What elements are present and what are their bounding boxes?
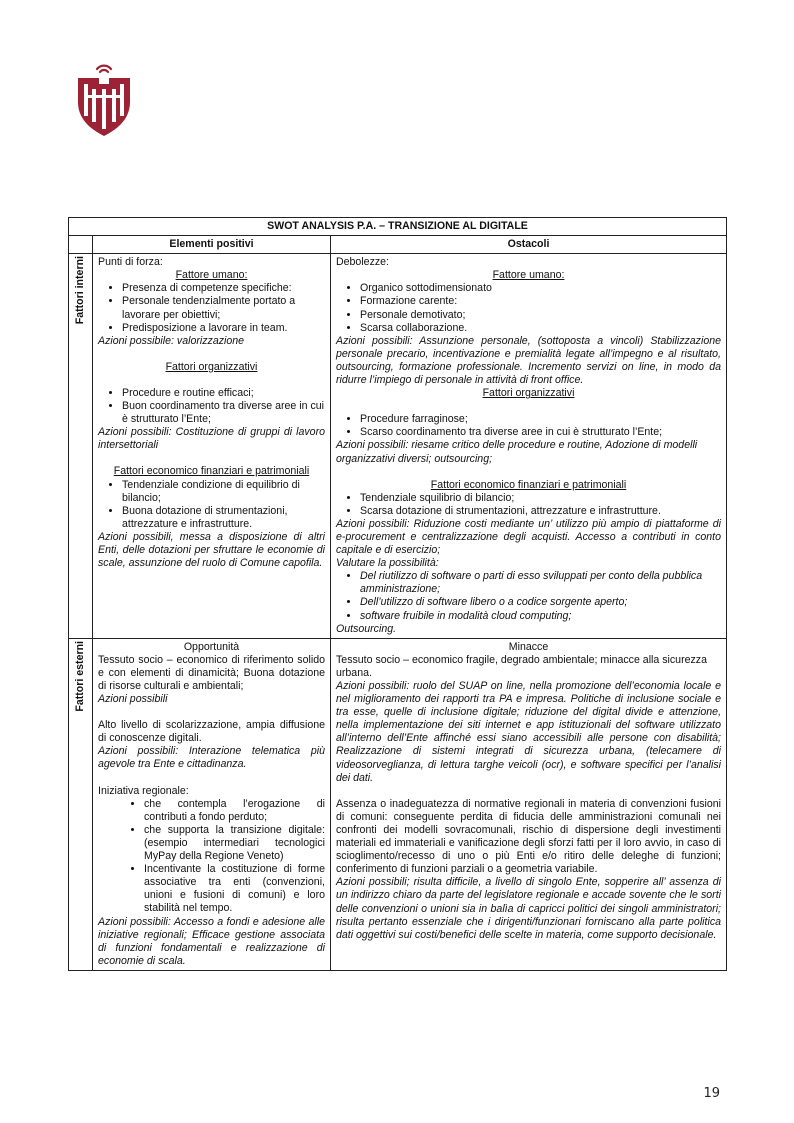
threats-cell: Minacce Tessuto socio – economico fragile, degrado ambientale; minacce alla sicurezza urbana. Azioni possibili: ruolo del SUAP on line, nella promozione dell’economia locale e nel miglioramento dei rapporti tra PA e impresa. Politiche di inclusione sociale e tra esse, quelle di inclusione digitale; riduzione del digital divide e attenzione, nella implementazione dei siti internet e app istituzionali del software utilizzato all’interno dell’Ente affinché essi siano accessibili alle persone con disabilità; Realizzazione di sistemi integrati di sicurezza urbana, (telecamere di videosorveglianza, di lettura targhe veicoli (ocr), e software specifici per l’analisi dei dati. Assenza o inadeguatezza di normative regionali in materia di convenzioni fusioni di comuni: conseguente perdita di fiducia delle amministrazioni comunali nei confronti dei modelli sovracomunali, rischio di dispersione degli investimenti materiali ed immateriali e vanificazione degli sforzi fatti per il loro avvio, in caso di scioglimento/recesso di uno o più Enti e/o ritiro delle deleghe di funzioni; conferimento di funzioni parziali o a geometria variabile. Azioni possibili; risulta difficile, a livello di singolo Ente, sopperire all’ assenza di un indirizzo chiaro da parte del legislatore regionale e accade sovente che le sorti delle convenzioni o unioni sia in balìa di capricci politici dei singoli amministratori; risulta pertanto essenziale che i dirigenti/funzionari forniscano alla parte politica dati oggettivi sui costi/benefici delle scelte in materia, come supporto decisionale.: [331, 638, 727, 970]
list-item: • Presenza di competenze specifiche:: [122, 282, 325, 295]
list-item: • che supporta la transizione digitale: (esempio intermediari tecnologici MyPay della Regione Veneto): [144, 824, 325, 863]
list-item: • Scarsa collaborazione.: [360, 322, 721, 335]
list-item: • Tendenziale squilibrio di bilancio;: [360, 492, 721, 505]
swot-table: [68, 217, 727, 971]
corner-cell: [69, 236, 93, 254]
opportunities-cell: Opportunità Tessuto socio – economico di riferimento solido e con elementi di dinamicità; Buona dotazione di risorse culturali e ambientali; Azioni possibili Alto livello di scolarizzazione, ampia diffusione di conoscenze digitali. Azioni possibili: Interazione telematica più agevole tra Ente e cittadinanza. Iniziativa regionale: • che contempla l’erogazione di contributi a fondo perduto; • che supporta la transizione digitale: (esempio intermediari tecnologici MyPay della Regione Veneto) • Incentivante la costituzione di forme associative tra enti (convenzioni, unioni e fusioni di comuni) e loro stabilità nel tempo. Azioni possibili: Accesso a fondi e adesione alle iniziative regionali; Efficace gestione associata di funzioni fondamentali e realizzazione di economie di scala.: [93, 638, 331, 970]
strengths-cell: Punti di forza: Fattore umano: • Presenza di competenze specifiche: • Personale tendenzialmente portato a lavorare per obiettivi; • Predisposizione a lavorare in team. Azioni possibile: valorizzazione Fattori organizzativi • Procedure e routine efficaci; • Buon coordinamento tra diverse aree in cui è strutturato l’Ente; Azioni possibili: Costituzione di gruppi di lavoro intersettoriali Fattori economico finanziari e patrimoniali • Tendenziale condizione di equilibrio di bilancio; • Buona dotazione di strumentazioni, attrezzature e infrastrutture. Azioni possibili, messa a disposizione di altri Enti, delle dotazioni per sfruttare le economie di scale, assunzione del ruolo di Comune capofila.: [93, 254, 331, 639]
col-header-positive: Elementi positivi: [93, 236, 331, 254]
table-title: SWOT ANALYSIS P.A. – TRANSIZIONE AL DIGITALE: [69, 218, 727, 236]
list-item: • Predisposizione a lavorare in team.: [122, 322, 325, 335]
municipal-crest-icon: [72, 60, 136, 138]
list-item: • Personale demotivato;: [360, 309, 721, 322]
list-item: • Formazione carente:: [360, 295, 721, 308]
list-item: • Organico sottodimensionato: [360, 282, 721, 295]
list-item: • Scarso coordinamento tra diverse aree in cui è strutturato l’Ente;: [360, 426, 721, 439]
list-item: • che contempla l’erogazione di contributi a fondo perduto;: [144, 798, 325, 824]
row-label-internal: Fattori interni: [69, 254, 93, 639]
list-item: • Scarsa dotazione di strumentazioni, attrezzature e infrastrutture.: [360, 505, 721, 518]
list-item: • Buona dotazione di strumentazioni, attrezzature e infrastrutture.: [122, 505, 325, 531]
list-item: • Buon coordinamento tra diverse aree in cui è strutturato l’Ente;: [122, 400, 325, 426]
weaknesses-cell: Debolezze: Fattore umano: • Organico sottodimensionato • Formazione carente: • Personale demotivato; • Scarsa collaborazione. Azioni possibili: Assunzione personale, (sottoposta a vincoli) Stabilizzazione personale precario, incentivazione e premialità legate all’impegno e al risultato, outsourcing, formazione professionale. Incremento servizi on line, in modo da ridurre l’impiego di personale in attività di front office. Fattori organizzativi • Procedure farraginose; • Scarso coordinamento tra diverse aree in cui è strutturato l’Ente; Azioni possibili: riesame critico delle procedure e routine, Adozione di modelli organizzativi diversi; outsourcing; Fattori economico finanziari e patrimoniali • Tendenziale squilibrio di bilancio; • Scarsa dotazione di strumentazioni, attrezzature e infrastrutture. Azioni possibili: Riduzione costi mediante un’ utilizzo più ampio di piattaforme di e-procurement e centralizzazione degli acquisti. Accesso a contributi in conto capitale e di esercizio; Valutare la possibilità: • Del riutilizzo di software o parti di esso sviluppati per conto della pubblica amministrazione; • Dell’utilizzo di software libero o a codice sorgente aperto; • software fruibile in modalità cloud computing; Outsourcing.: [331, 254, 727, 639]
list-item: • Incentivante la costituzione di forme associative tra enti (convenzioni, unioni e fusioni di comuni) e loro stabilità nel tempo.: [144, 863, 325, 915]
page-number: 19: [703, 1086, 720, 1101]
col-header-negative: Ostacoli: [331, 236, 727, 254]
row-label-external: Fattori esterni: [69, 638, 93, 970]
list-item: • Tendenziale condizione di equilibrio di bilancio;: [122, 479, 325, 505]
list-item: • Dell’utilizzo di software libero o a codice sorgente aperto;: [360, 596, 721, 609]
list-item: • Personale tendenzialmente portato a lavorare per obiettivi;: [122, 295, 325, 321]
list-item: • software fruibile in modalità cloud computing;: [360, 610, 721, 623]
list-item: • Procedure farraginose;: [360, 413, 721, 426]
list-item: • Del riutilizzo di software o parti di esso sviluppati per conto della pubblica amministrazione;: [360, 570, 721, 596]
list-item: • Procedure e routine efficaci;: [122, 387, 325, 400]
